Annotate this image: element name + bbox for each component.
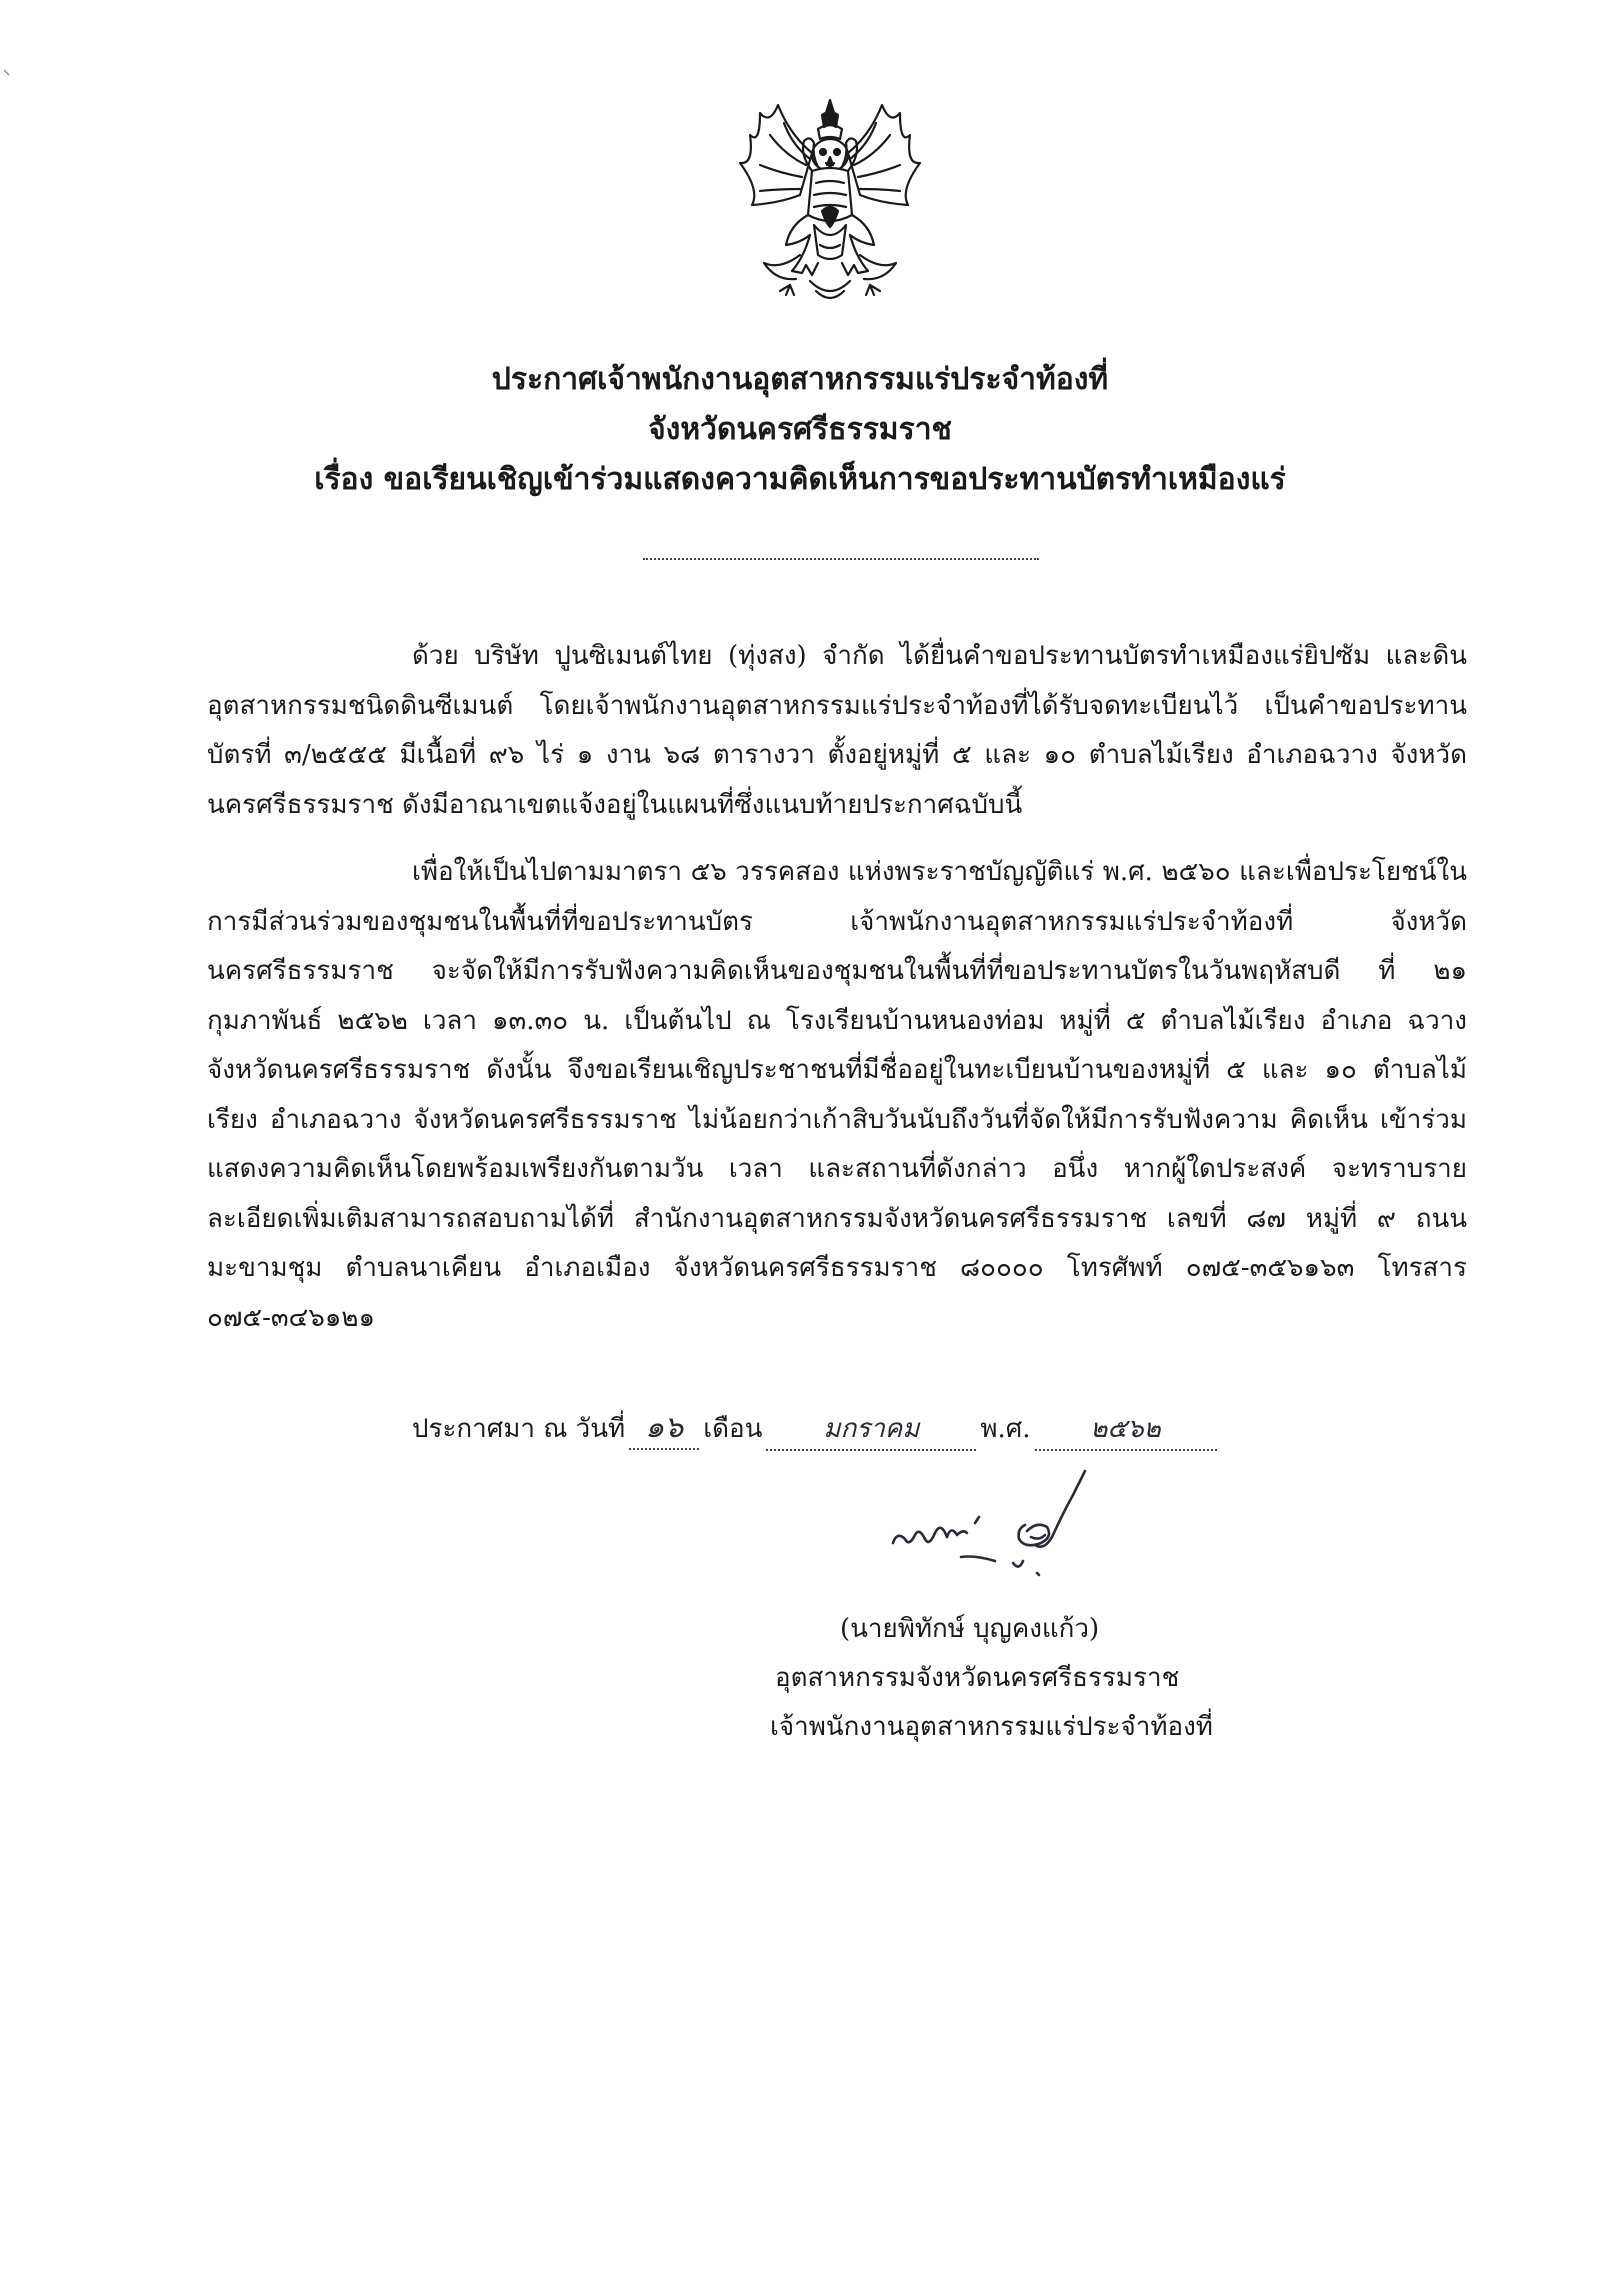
date-year-label: พ.ศ. <box>980 1414 1031 1444</box>
date-month: มกราคม <box>766 1409 976 1451</box>
signer-position-1: อุตสาหกรรมจังหวัดนครศรีธรรมราช <box>775 1663 1180 1693</box>
signer-name: (นายพิทักษ์ บุญคงแก้ว) <box>840 1614 1100 1644</box>
date-prefix: ประกาศมา ณ วันที่ <box>412 1414 626 1444</box>
header-subject: เรื่อง ขอเรียนเชิญเข้าร่วมแสดงความคิดเห็นการขอประทานบัตรทำเหมืองแร่ <box>314 462 1286 497</box>
handwritten-signature-icon <box>885 1465 1145 1595</box>
garuda-emblem-icon <box>730 95 930 310</box>
date-day: ๑๖ <box>629 1408 699 1450</box>
header-line-1: ประกาศเจ้าพนักงานอุตสาหกรรมแร่ประจำท้องที่ <box>491 362 1109 397</box>
paragraph-1: ด้วย บริษัท ปูนซิเมนต์ไทย (ทุ่งสง) จำกัด ได้ยื่นคำขอประทานบัตรทำเหมืองแร่ยิปซัม และดินอุตสาหกรรมชนิดดินซีเมนต์ โดยเจ้าพนักงานอุตสาหกรรมแร่ประจำท้องที่ได้รับจดทะเบียนไว้ เป็นคำขอประทานบัตรที่ ๓/๒๕๕๕ มีเนื้อที่ ๙๖ ไร่ ๑ งาน ๖๘ ตารางวา ตั้งอยู่หมู่ที่ ๕ และ ๑๐ ตำบลไม้เรียง อำเภอฉวาง จังหวัดนครศรีธรรมราช ดังมีอาณาเขตแจ้งอยู่ในแผนที่ซึ่งแนบท้ายประกาศฉบับนี้ <box>207 641 1467 820</box>
date-year: ๒๕๖๒ <box>1035 1409 1217 1451</box>
dotted-divider <box>643 558 1039 560</box>
date-month-label: เดือน <box>703 1414 763 1444</box>
header-line-2: จังหวัดนครศรีธรรมราช <box>648 412 952 447</box>
date-line <box>412 1408 1221 1451</box>
signer-position-2: เจ้าพนักงานอุตสาหกรรมแร่ประจำท้องที่ <box>770 1712 1213 1742</box>
announcement-header <box>0 355 1600 505</box>
paragraph-2: เพื่อให้เป็นไปตามมาตรา ๕๖ วรรคสอง แห่งพระราชบัญญัติแร่ พ.ศ. ๒๕๖๐ และเพื่อประโยชน์ในการมีส่วนร่วมของชุมชนในพื้นที่ที่ขอประทานบัตร เจ้าพนักงานอุตสาหกรรมแร่ประจำท้องที่ จังหวัดนครศรีธรรมราช จะจัดให้มีการรับฟังความคิดเห็นของชุมชนในพื้นที่ที่ขอประทานบัตรในวันพฤหัสบดี ที่ ๒๑ กุมภาพันธ์ ๒๕๖๒ เวลา ๑๓.๓๐ น. เป็นต้นไป ณ โรงเรียนบ้านหนองท่อม หมู่ที่ ๕ ตำบลไม้เรียง อำเภอ ฉวาง จังหวัดนครศรีธรรมราช ดังนั้น จึงขอเรียนเชิญประชาชนที่มีชื่ออยู่ในทะเบียนบ้านของหมู่ที่ ๕ และ ๑๐ ตำบลไม้เรียง อำเภอฉวาง จังหวัดนครศรีธรรมราช ไม่น้อยกว่าเก้าสิบวันนับถึงวันที่จัดให้มีการรับฟังความ คิดเห็น เข้าร่วมแสดงความคิดเห็นโดยพร้อมเพรียงกันตามวัน เวลา และสถานที่ดังกล่าว อนึ่ง หากผู้ใดประสงค์ จะทราบรายละเอียดเพิ่มเติมสามารถสอบถามได้ที่ สำนักงานอุตสาหกรรมจังหวัดนครศรีธรรมราช เลขที่ ๘๗ หมู่ที่ ๙ ถนนมะขามชุม ตำบลนาเคียน อำเภอเมือง จังหวัดนครศรีธรรมราช ๘๐๐๐๐ โทรศัพท์ ๐๗๕-๓๕๖๑๖๓ โทรสาร ๐๗๕-๓๔๖๑๒๑ <box>207 857 1467 1333</box>
scan-speck-mark <box>4 70 10 76</box>
